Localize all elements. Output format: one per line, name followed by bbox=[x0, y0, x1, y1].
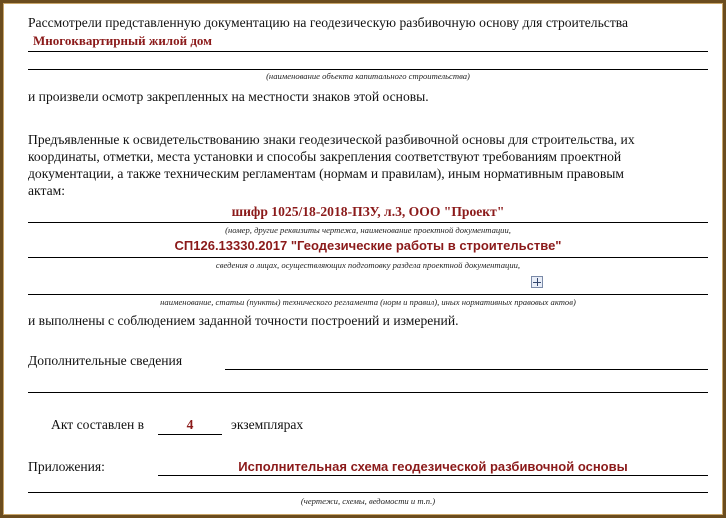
persons-caption: сведения о лицах, осуществляющих подготовку раздела проектной документации, bbox=[215, 260, 521, 270]
drawing-caption: (номер, другие реквизиты чертежа, наименование проектной документации, bbox=[225, 225, 511, 235]
regulation-line bbox=[28, 294, 708, 295]
additional-label: Дополнительные сведения bbox=[28, 353, 183, 368]
paragraph-line-4: актам: bbox=[28, 183, 65, 198]
object-line-1 bbox=[28, 51, 708, 52]
regulation-caption: наименование, статьи (пункты) технического регламента (норм и правил), иных нормативных правовых актов) bbox=[160, 297, 576, 307]
copies-label: Акт составлен в bbox=[51, 417, 145, 432]
copies-line bbox=[158, 434, 222, 435]
object-line-2 bbox=[28, 69, 708, 70]
intro-text: Рассмотрели представленную документацию на геодезическую разбивочную основу для строительства bbox=[28, 15, 629, 30]
attachments-line-2 bbox=[28, 492, 708, 493]
additional-line-1 bbox=[225, 369, 708, 370]
copies-count: 4 bbox=[186, 417, 194, 432]
accuracy-text: и выполнены с соблюдением заданной точности построений и измерений. bbox=[28, 313, 459, 328]
object-name: Многоквартирный жилой дом bbox=[33, 33, 213, 48]
standard-line bbox=[28, 257, 708, 258]
attachments-caption: (чертежи, схемы, ведомости и т.п.) bbox=[300, 496, 436, 506]
copies-suffix: экземплярах bbox=[231, 417, 304, 432]
paragraph-line-1: Предъявленные к освидетельствованию знаки геодезической разбивочной основы для строительства, их bbox=[28, 132, 635, 147]
attachments-line-1 bbox=[158, 475, 708, 476]
plus-cross-icon[interactable] bbox=[531, 276, 543, 288]
drawing-code: шифр 1025/18-2018-ПЗУ, л.3, ООО "Проект" bbox=[231, 204, 505, 219]
paragraph-line-3: документации, а также техническим регламентам (нормам и правилам), иным нормативным правовым bbox=[28, 166, 624, 181]
standard-reference: СП126.13330.2017 "Геодезические работы в строительстве" bbox=[174, 238, 562, 253]
object-caption: (наименование объекта капитального строительства) bbox=[266, 71, 470, 81]
attachments-label: Приложения: bbox=[28, 459, 105, 474]
paragraph-line-2: координаты, отметки, места установки и способы закрепления соответствуют требованиям проектной bbox=[28, 149, 622, 164]
inspected-text: и произвели осмотр закрепленных на местности знаков этой основы. bbox=[28, 89, 429, 104]
additional-line-2 bbox=[28, 392, 708, 393]
drawing-line bbox=[28, 222, 708, 223]
attachments-value: Исполнительная схема геодезической разбивочной основы bbox=[238, 459, 628, 474]
